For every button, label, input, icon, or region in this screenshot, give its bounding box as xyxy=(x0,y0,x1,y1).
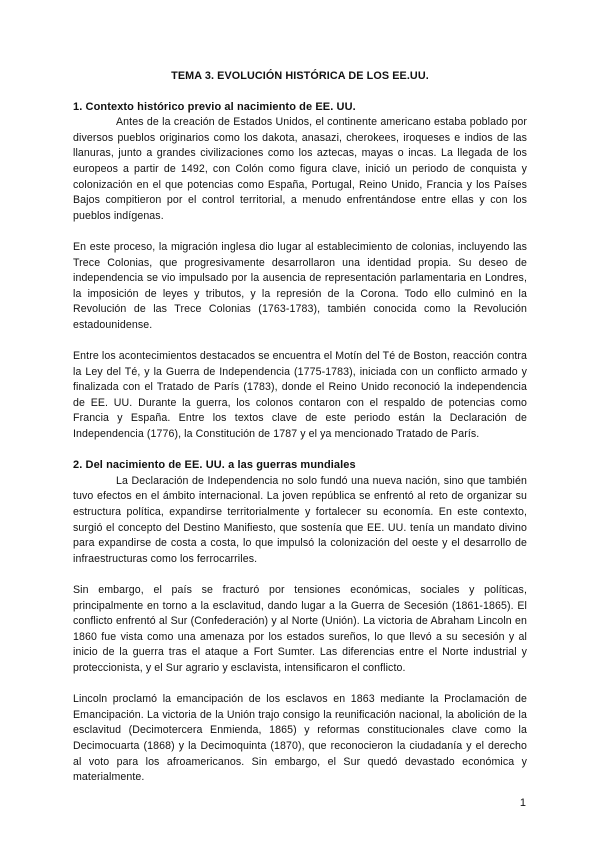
document-title: TEMA 3. EVOLUCIÓN HISTÓRICA DE LOS EE.UU. xyxy=(171,70,429,82)
section-heading-1: 1. Contexto histórico previo al nacimiento de EE. UU. xyxy=(73,100,356,113)
paragraph: En este proceso, la migración inglesa dio lugar al establecimiento de colonias, incluyendo las Trece Colonias, que progresivamente desarrollaron una identidad propia. Su deseo de independencia se vio impulsado por la ausencia de representación parlamentaria en Londres, la imposición de leyes y tributos, y la represión de la Corona. Todo ello culminó en la Revolución de las Trece Colonias (1763-1783), también conocida como la Revolución estadounidense. xyxy=(73,240,527,331)
paragraph: Antes de la creación de Estados Unidos, el continente americano estaba poblado por diversos pueblos originarios como los dakota, anasazi, cherokees, iroqueses e indios de las llanuras, junto a grandes civilizaciones como los aztecas, mayas o incas. La llegada de los europeos a partir de 1492, con Colón como figura clave, inició un periodo de conquista y colonización en el que potencias como España, Portugal, Reino Unido, Francia y los Países Bajos compitieron por el control territorial, a menudo enfrentándose entre ellas y con los pueblos indígenas. xyxy=(73,116,527,222)
paragraph: Sin embargo, el país se fracturó por tensiones económicas, sociales y políticas, principalmente en torno a la esclavitud, dando lugar a la Guerra de Secesión (1861-1865). El conflicto enfrentó al Sur (Confederación) y al Norte (Unión). La victoria de Abraham Lincoln en 1860 fue vista como una amenaza por los estados sureños, lo que llevó a su secesión y al inicio de la guerra tras el ataque a Fort Sumter. Las diferencias entre el Norte industrial y proteccionista, y el Sur agrario y esclavista, intensificaron el conflicto. xyxy=(73,584,527,674)
paragraph: La Declaración de Independencia no solo fundó una nueva nación, sino que también tuvo efectos en el ámbito internacional. La joven república se enfrentó al reto de organizar su estructura política, expandirse territorialmente y fortalecer su economía. En este contexto, surgió el concepto del Destino Manifiesto, que sostenía que EE. UU. tenía un mandato divino para expandirse de costa a costa, lo que impulsó la colonización del oeste y el desarrollo de infraestructuras como los ferrocarriles. xyxy=(73,474,527,565)
section-heading-2: 2. Del nacimiento de EE. UU. a las guerras mundiales xyxy=(73,459,356,472)
paragraph: Lincoln proclamó la emancipación de los esclavos en 1863 mediante la Proclamación de Emancipación. La victoria de la Unión trajo consigo la reunificación nacional, la abolición de la esclavitud (Decimotercera Enmienda, 1865) y reformas constitucionales clave como la Decimocuarta (1868) y la Decimoquinta (1870), que reconocieron la ciudadanía y el derecho al voto para los afroamericanos. Sin embargo, el Sur quedó devastado económica y materialmente. xyxy=(73,693,527,784)
page-number: 1 xyxy=(519,797,526,809)
document-body xyxy=(73,69,527,786)
paragraph: Entre los acontecimientos destacados se encuentra el Motín del Té de Boston, reacción contra la Ley del Té, y la Guerra de Independencia (1775-1783), iniciada con un conflicto armado y finalizada con el Tratado de París (1783), donde el Reino Unido reconoció la independencia de EE. UU. Durante la guerra, los colonos contaron con el respaldo de potencias como Francia y España. Entre los textos clave de este periodo están la Declaración de Independencia (1776), la Constitución de 1787 y el ya mencionado Tratado de París. xyxy=(73,350,527,441)
